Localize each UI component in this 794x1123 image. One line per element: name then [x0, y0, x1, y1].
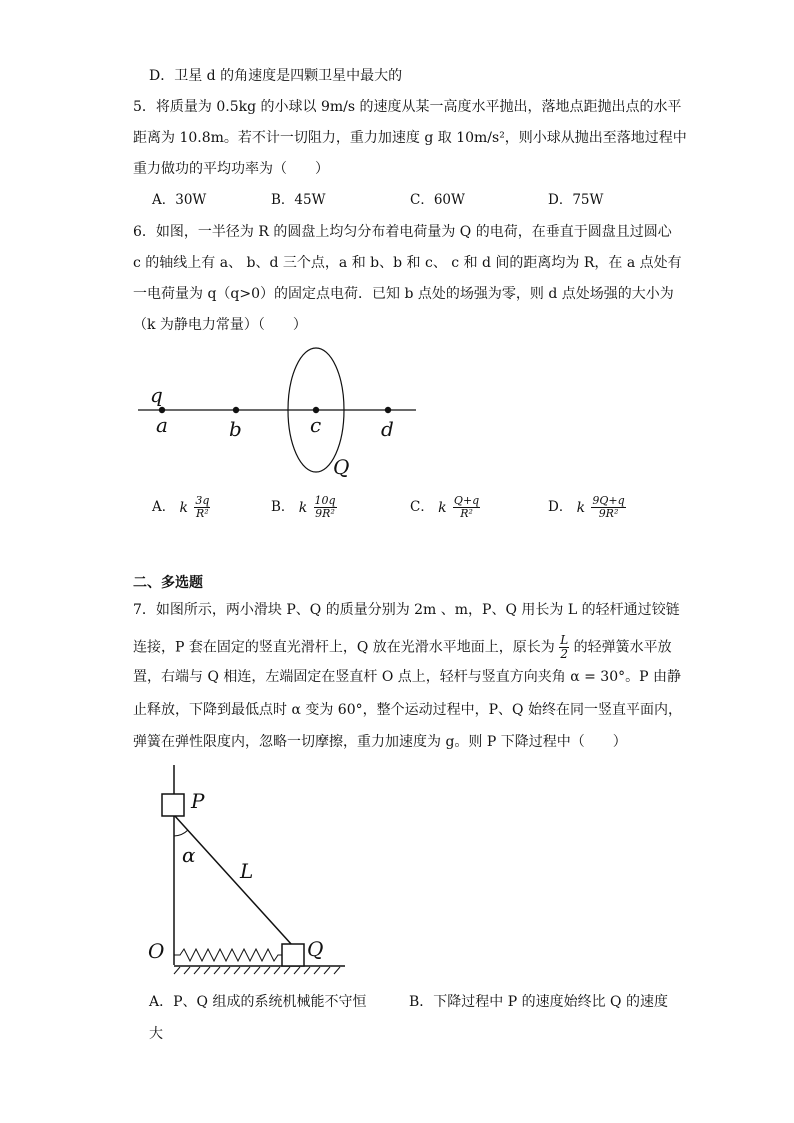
point-d — [385, 407, 391, 413]
q6-option-b-numerator: 10q — [314, 494, 336, 507]
q5-option-b: B．45W — [271, 192, 326, 208]
q6-option-b-label: B． — [271, 499, 295, 515]
label-Q: Q — [333, 455, 350, 479]
q6-option-b-k: k — [298, 499, 308, 516]
q6-option-d-fraction — [591, 495, 625, 520]
q7-fraction — [559, 634, 569, 661]
q6-option-c-k: k — [438, 499, 447, 516]
q7-figure — [140, 760, 360, 980]
q6-option-d-denominator: 9R² — [598, 507, 619, 520]
q5-option-d: D．75W — [548, 192, 604, 208]
q6-option-a-denominator: R² — [196, 507, 209, 520]
q7-fraction-denominator: 2 — [560, 647, 569, 661]
q5-option-a: A．30W — [152, 192, 207, 208]
q6-text-line4: （k 为静电力常量）（ ） — [133, 317, 307, 333]
q6-option-a-numerator: 3q — [195, 494, 210, 507]
block-Q — [282, 944, 304, 966]
q6-option-a — [152, 495, 210, 520]
spring — [174, 949, 282, 961]
angle-arc — [174, 830, 188, 836]
q6-option-a-k: k — [179, 499, 189, 516]
q7-text-line4: 止释放，下降到最低点时 α 变为 60°，整个运动过程中，P、Q 始终在同一竖直平面内， — [133, 702, 682, 718]
q7-text-line3: 置，右端与 Q 相连，左端固定在竖直杆 O 点上，轻杆与竖直方向夹角 α = 30°。P 由静 — [133, 669, 681, 685]
q7-text-line2-part1: 连接，P 套在固定的竖直光滑杆上，Q 放在光滑水平地面上，原长为 — [133, 639, 555, 656]
q6-option-a-fraction — [194, 495, 210, 520]
q5-text-line2: 距离为 10.8m。若不计一切阻力，重力加速度 g 取 10m/s²，则小球从抛出至落地过程中 — [133, 130, 687, 146]
q7-fraction-numerator: L — [560, 633, 569, 647]
label-P: P — [191, 789, 205, 813]
label-O: O — [148, 939, 165, 963]
q6-option-b-denominator: 9R² — [315, 507, 335, 520]
q4-option-d: D．卫星 d 的角速度是四颗卫星中最大的 — [149, 68, 403, 84]
q6-figure — [130, 340, 430, 485]
q6-text-line1: 6．如图，一半径为 R 的圆盘上均匀分布着电荷量为 Q 的电荷，在垂直于圆盘且过圆心 — [133, 224, 672, 240]
label-alpha: α — [182, 843, 196, 867]
q6-option-c-numerator: Q+q — [453, 494, 480, 507]
q6-option-c — [410, 495, 480, 520]
q6-option-d-k: k — [576, 499, 586, 516]
ground-hatching — [174, 967, 340, 974]
q6-option-c-fraction — [453, 495, 480, 520]
point-b — [233, 407, 239, 413]
q7-text-line2 — [133, 634, 672, 661]
q6-option-b — [271, 495, 337, 520]
q6-option-c-label: C． — [410, 499, 434, 515]
q5-text-line3: 重力做功的平均功率为（ ） — [133, 161, 329, 177]
q7-option-b-continued: 大 — [149, 1026, 163, 1042]
q6-option-c-denominator: R² — [460, 507, 473, 520]
q6-option-b-fraction — [314, 495, 337, 520]
q7-text-line5: 弹簧在弹性限度内，忽略一切摩擦，重力加速度为 g。则 P 下降过程中（ ） — [133, 734, 627, 750]
label-Q: Q — [307, 937, 324, 961]
q7-text-line1: 7．如图所示，两小滑块 P、Q 的质量分别为 2m 、m，P、Q 用长为 L 的轻杆通过铰链 — [133, 602, 680, 618]
q6-option-d-label: D． — [548, 499, 573, 515]
label-b: b — [229, 417, 242, 441]
label-L: L — [240, 859, 254, 883]
q7-option-b: B．下降过程中 P 的速度始终比 Q 的速度 — [409, 994, 668, 1010]
q6-option-a-label: A． — [152, 499, 176, 515]
q6-text-line3: 一电荷量为 q（q>0）的固定点电荷．已知 b 点处的场强为零，则 d 点处场强的大小为 — [133, 286, 674, 302]
q5-text-line1: 5．将质量为 0.5kg 的小球以 9m/s 的速度从某一高度水平抛出，落地点距抛出点的水平 — [133, 99, 682, 115]
q6-option-d-numerator: 9Q+q — [592, 494, 625, 507]
label-d: d — [381, 417, 394, 441]
label-q: q — [150, 383, 163, 407]
q7-text-line2-part2: 的轻弹簧水平放 — [573, 639, 672, 656]
q6-option-d — [548, 495, 626, 520]
q6-text-line2: c 的轴线上有 a、 b、d 三个点，a 和 b、b 和 c、 c 和 d 间的距离均为 R，在 a 点处有 — [133, 255, 682, 271]
block-P — [162, 794, 184, 816]
q5-option-c: C．60W — [410, 192, 465, 208]
section-title: 二、多选题 — [133, 575, 203, 591]
label-c: c — [310, 413, 322, 437]
q7-option-a: A．P、Q 组成的系统机械能不守恒 — [149, 994, 367, 1010]
label-a: a — [156, 413, 168, 437]
rod-L — [174, 815, 292, 945]
